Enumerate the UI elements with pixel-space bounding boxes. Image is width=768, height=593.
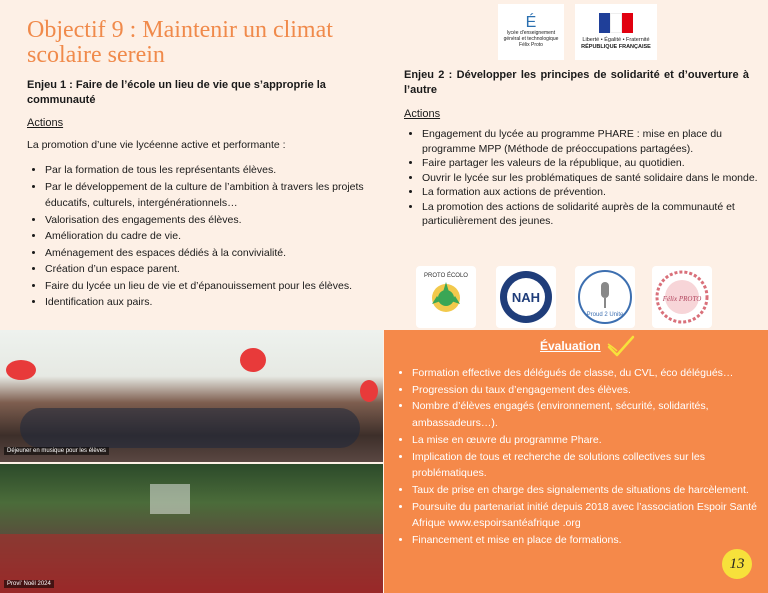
microphone-icon <box>577 268 633 326</box>
list-item: • Progression du taux d’engagement des élèves. <box>412 382 768 399</box>
french-flag-icon <box>599 13 633 33</box>
list-item: • La promotion des actions de solidarité auprès de la communauté et particulièrement des jeunes. <box>422 200 767 229</box>
enjeu1-list <box>27 162 385 311</box>
badge-label: Proud 2 Unite <box>586 312 624 318</box>
crowd-area <box>0 534 383 593</box>
list-item: • Valorisation des engagements des élèves. <box>45 212 385 229</box>
list-item: • Amélioration du cadre de vie. <box>45 228 385 245</box>
rf-motto: Liberté • Égalité • Fraternité <box>582 37 650 43</box>
list-item: • Faire partager les valeurs de la république, au quotidien. <box>422 156 767 171</box>
rf-name: RÉPUBLIQUE FRANÇAISE <box>581 44 651 50</box>
school-logo <box>498 4 564 60</box>
balloon-decoration <box>240 348 266 372</box>
nah-badge <box>496 266 556 328</box>
list-item: • Ouvrir le lycée sur les problématiques de santé solidaire dans le monde. <box>422 171 767 186</box>
photo-caption: Déjeuner en musique pour les élèves <box>4 447 109 455</box>
list-item: • Faire du lycée un lieu de vie et d’épanouissement pour les élèves. <box>45 278 385 295</box>
list-item: • Par la formation de tous les représentants élèves. <box>45 162 385 179</box>
photo-christmas-event <box>0 464 383 593</box>
school-logo-text: lycée d'enseignement général et technologique Félix Proto <box>503 30 559 48</box>
page-title: Objectif 9 : Maintenir un climat scolaire serein <box>27 17 333 68</box>
enjeu2-list <box>404 127 767 229</box>
list-item: • Formation effective des délégués de classe, du CVL, éco délégués… <box>412 365 768 382</box>
list-item: • Aménagement des espaces dédiés à la convivialité. <box>45 245 385 262</box>
list-item: • Engagement du lycée au programme PHARE : mise en place du programme MPP (Méthode de préoccupations partagées). <box>422 127 767 156</box>
school-logo-mark: É <box>525 14 537 31</box>
list-item: • Implication de tous et recherche de solutions collectives sur les problématiques. <box>412 449 768 482</box>
list-item: • Identification aux pairs. <box>45 294 385 311</box>
evaluation-panel <box>384 330 768 593</box>
screen-decoration <box>150 484 190 514</box>
partner-badges <box>416 266 716 328</box>
enjeu2-actions-label: Actions <box>404 108 441 120</box>
badge-label: PROTO ÉCOLO <box>424 273 468 279</box>
badge-label: Félix PROTO <box>662 295 702 303</box>
list-item: • Par le développement de la culture de l’ambition à travers les projets éducatifs, culturels, intergénérationnels… <box>45 179 385 212</box>
list-item: • Nombre d’élèves engagés (environnement, sécurité, solidarités, ambassadeurs…). <box>412 398 768 431</box>
list-item: • La mise en œuvre du programme Phare. <box>412 432 768 449</box>
recycle-icon <box>418 268 474 326</box>
crowd-area <box>20 408 360 448</box>
balloon-decoration <box>6 360 36 380</box>
enjeu2-heading: Enjeu 2 : Développer les principes de solidarité et d’ouverture à l’autre <box>404 69 749 96</box>
list-item: • Création d’un espace parent. <box>45 261 385 278</box>
proud-unite-badge <box>575 266 635 328</box>
enjeu1-actions-label: Actions <box>27 117 64 129</box>
evaluation-list <box>394 365 768 549</box>
felix-proto-badge <box>652 266 712 328</box>
proto-ecolo-badge <box>416 266 476 328</box>
page-number: 13 <box>722 549 752 579</box>
badge-label: NAH <box>511 290 541 305</box>
balloon-decoration <box>360 380 378 402</box>
list-item: • Poursuite du partenariat initié depuis 2018 avec l’association Espoir Santé Afrique www.espoirsantéafrique .org <box>412 499 768 532</box>
list-item: • Taux de prise en charge des signalements de situations de harcèlement. <box>412 482 768 499</box>
list-item: • La formation aux actions de prévention. <box>422 185 767 200</box>
checkmark-icon <box>606 334 636 358</box>
enjeu1-heading: Enjeu 1 : Faire de l’école un lieu de vie que s’approprie la communauté <box>27 79 326 106</box>
photo-lunch-music <box>0 330 383 462</box>
nah-seal-icon <box>498 268 554 326</box>
list-item: • Financement et mise en place de formations. <box>412 532 768 549</box>
republique-francaise-logo <box>575 4 657 60</box>
heart-seal-icon <box>654 268 710 326</box>
evaluation-title: Évaluation <box>540 339 601 353</box>
photo-caption: Provi' Noël 2024 <box>4 580 54 588</box>
enjeu1-intro: La promotion d’une vie lycéenne active et performante : <box>27 139 286 151</box>
